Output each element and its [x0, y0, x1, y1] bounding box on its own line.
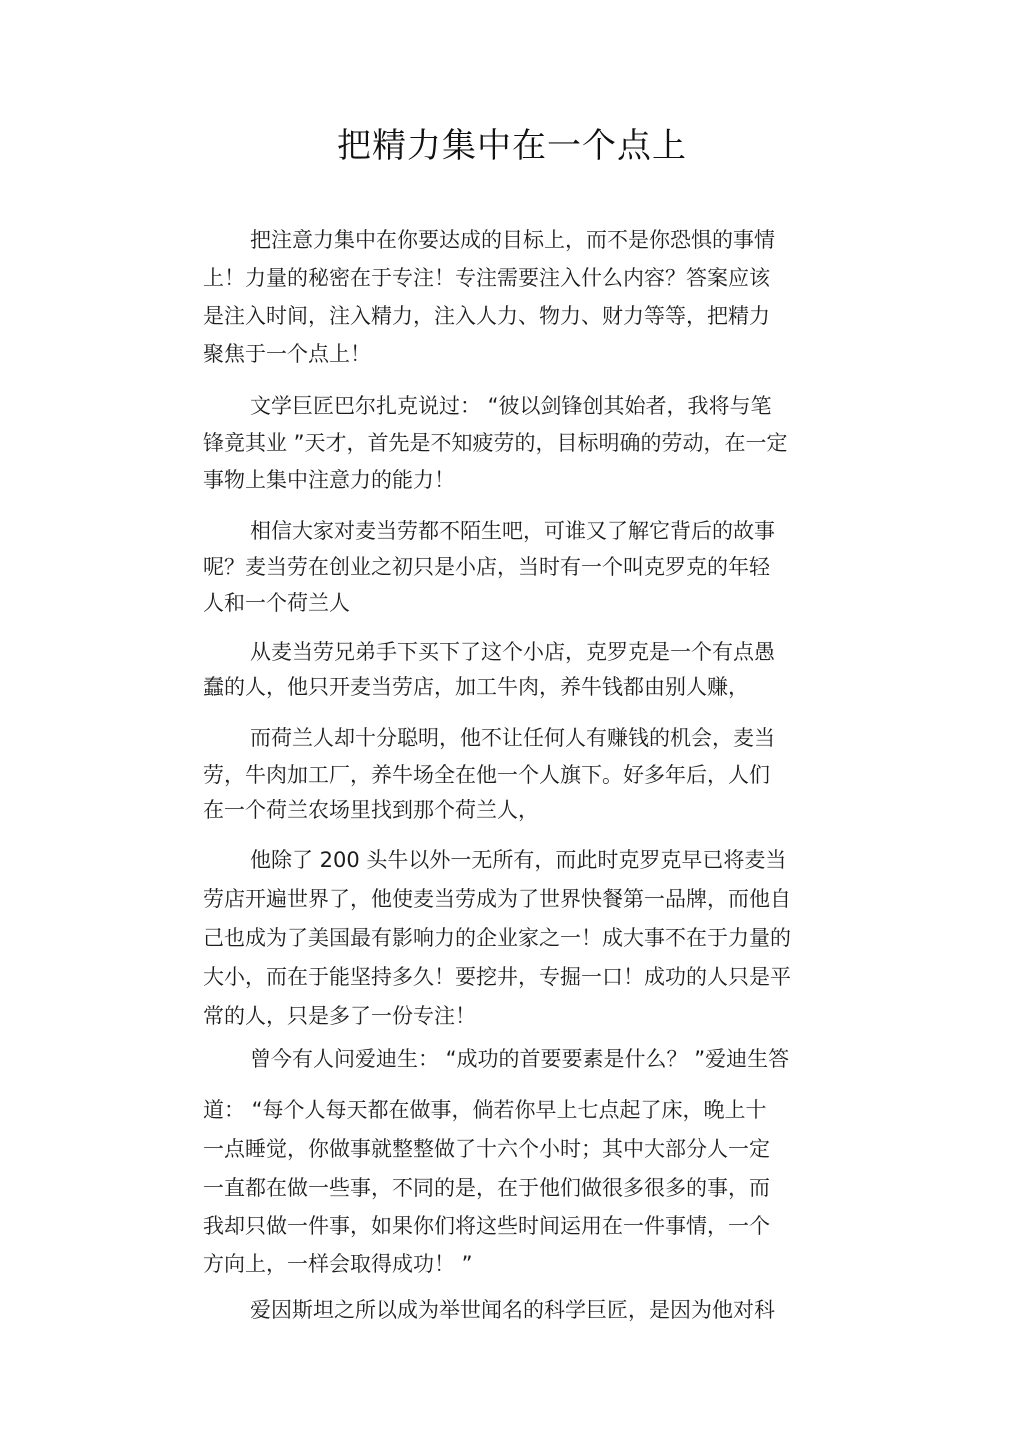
paragraph-8-line-1: 道： “每个人每天都在做事，倘若你早上七点起了床，晚上十: [203, 1098, 767, 1122]
paragraph-1-line-2: 上！力量的秘密在于专注！专注需要注入什么内容？答案应该: [203, 266, 770, 290]
paragraph-2-line-3: 事物上集中注意力的能力！: [203, 468, 455, 492]
paragraph-4-line-2: 蠢的人，他只开麦当劳店，加工牛肉，养牛钱都由别人赚，: [203, 675, 749, 699]
paragraph-5-line-3: 在一个荷兰农场里找到那个荷兰人，: [203, 798, 539, 822]
paragraph-5-line-2: 劳，牛肉加工厂，养牛场全在他一个人旗下。好多年后，人们: [203, 763, 770, 787]
paragraph-1-line-1: 把注意力集中在你要达成的目标上，而不是你恐惧的事情: [250, 228, 775, 252]
paragraph-7-line-1: 曾今有人问爱迪生： “成功的首要要素是什么？ ”爱迪生答: [250, 1047, 790, 1071]
paragraph-8-line-3: 一直都在做一些事，不同的是，在于他们做很多很多的事，而: [203, 1176, 770, 1200]
paragraph-6-line-4: 大小，而在于能坚持多久！要挖井，专掘一口！成功的人只是平: [203, 965, 791, 989]
paragraph-6-line-5: 常的人，只是多了一份专注！: [203, 1004, 476, 1028]
paragraph-9-line-1: 爱因斯坦之所以成为举世闻名的科学巨匠，是因为他对科: [250, 1298, 775, 1322]
paragraph-3-line-2: 呢？麦当劳在创业之初只是小店，当时有一个叫克罗克的年轻: [203, 555, 770, 579]
paragraph-3-line-3: 人和一个荷兰人: [203, 591, 350, 615]
paragraph-4-line-1: 从麦当劳兄弟手下买下了这个小店，克罗克是一个有点愚: [250, 640, 775, 664]
paragraph-5-line-1: 而荷兰人却十分聪明，他不让任何人有赚钱的机会，麦当: [250, 726, 775, 750]
page-title: 把精力集中在一个点上: [337, 126, 687, 166]
paragraph-8-line-4: 我却只做一件事，如果你们将这些时间运用在一件事情，一个: [203, 1214, 770, 1238]
paragraph-1-line-3: 是注入时间，注入精力，注入人力、物力、财力等等，把精力: [203, 304, 770, 328]
paragraph-8-line-5: 方向上，一样会取得成功！ ”: [203, 1252, 473, 1276]
paragraph-2-line-2: 锋竟其业 ”天才，首先是不知疲劳的，目标明确的劳动，在一定: [203, 431, 788, 455]
paragraph-8-line-2: 一点睡觉，你做事就整整做了十六个小时；其中大部分人一定: [203, 1137, 770, 1161]
paragraph-2-line-1: 文学巨匠巴尔扎克说过： “彼以剑锋创其始者，我将与笔: [250, 394, 772, 418]
paragraph-3-line-1: 相信大家对麦当劳都不陌生吧，可谁又了解它背后的故事: [250, 519, 775, 543]
paragraph-1-line-4: 聚焦于一个点上！: [203, 342, 371, 366]
paragraph-6-line-3: 己也成为了美国最有影响力的企业家之一！成大事不在于力量的: [203, 926, 791, 950]
paragraph-6-line-1: 他除了 200 头牛以外一无所有，而此时克罗克早已将麦当: [250, 848, 787, 872]
paragraph-6-line-2: 劳店开遍世界了，他使麦当劳成为了世界快餐第一品牌，而他自: [203, 887, 791, 911]
